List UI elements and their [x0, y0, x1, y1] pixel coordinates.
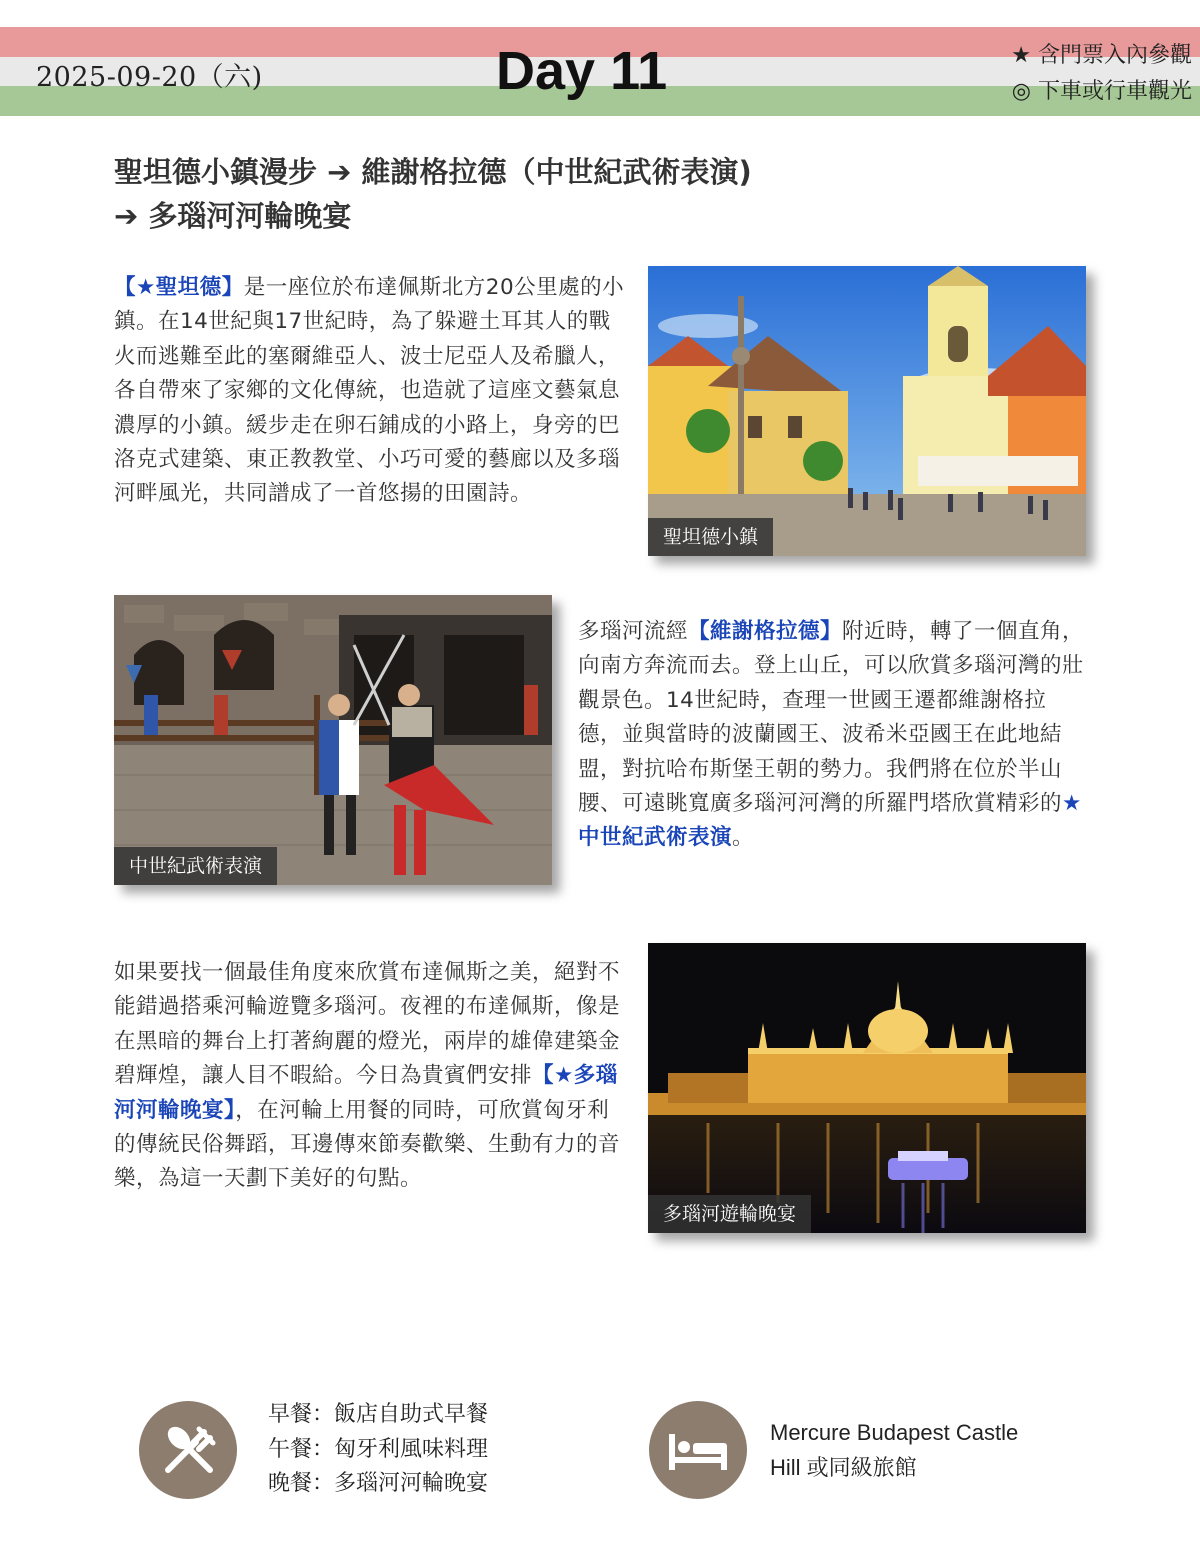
szentendre-description	[114, 271, 626, 512]
cruise-text-before: 如果要找一個最佳角度來欣賞布達佩斯之美，絕對不能錯過搭乘河輪遊覽多瑙河。夜裡的布達佩斯，像是在黑暗的舞台上打著絢麗的燈光，兩岸的雄偉建築金碧輝煌，讓人目不暇給。今日為貴賓們安排	[114, 960, 621, 1089]
itinerary-date: 2025-09-20（六)	[36, 62, 263, 93]
meal-breakfast: 早餐：飯店自助式早餐	[268, 1402, 489, 1427]
meal-dinner: 晚餐：多瑙河河輪晚宴	[268, 1471, 489, 1496]
cruise-text-after: ，在河輪上用餐的同時，可欣賞匈牙利的傳統民俗舞蹈，耳邊傳來節奏歡樂、生動有力的音樂，為這一天劃下美好的句點。	[114, 1097, 621, 1192]
medieval-show-caption: 中世紀武術表演	[114, 847, 277, 885]
legend-included: ★ 含門票入內參觀	[1011, 43, 1192, 68]
szentendre-caption: 聖坦德小鎮	[648, 518, 773, 556]
visegrad-text-before: 多瑙河流經	[578, 619, 689, 644]
szentendre-photo	[648, 266, 1086, 556]
route-line-1: 聖坦德小鎮漫步 ➔ 維謝格拉德（中世紀武術表演)	[114, 155, 752, 189]
legend	[1011, 38, 1192, 110]
meal-list	[268, 1398, 488, 1502]
medieval-show-highlight: ★中世紀武術表演	[578, 791, 1082, 851]
meal-lunch: 午餐：匈牙利風味料理	[268, 1436, 489, 1462]
medieval-show-illustration	[114, 595, 552, 885]
route-line-2: ➔ 多瑙河河輪晚宴	[114, 199, 352, 233]
utensils-icon	[139, 1401, 237, 1499]
hotel-name-line1: Mercure Budapest Castle	[770, 1420, 1019, 1445]
cruise-highlight: 【★多瑙河河輪晚宴】	[114, 1063, 618, 1123]
danube-night-illustration	[648, 943, 1086, 1233]
day-route-heading	[114, 150, 1114, 238]
danube-cruise-caption: 多瑙河遊輪晚宴	[648, 1195, 811, 1233]
hotel-info	[770, 1416, 1018, 1485]
visegrad-text-after: 。	[732, 825, 755, 851]
szentendre-text: 是一座位於布達佩斯北方20公里處的小鎮。在14世紀與17世紀時，為了躲避土耳其人的戰火而逃難至此的塞爾維亞人、波士尼亞人及希臘人，各自帶來了家鄉的文化傳統，也造就了這座文藝氣息濃厚的小鎮。緩步走在卵石鋪成的小路上，身旁的巴洛克式建築、東正教教堂、小巧可愛的藝廊以及多瑙河畔風光，共同譜成了一首悠揚的田園詩。	[114, 275, 625, 507]
medieval-show-photo	[114, 595, 552, 885]
day-number: Day 11	[496, 41, 668, 101]
visegrad-highlight: 【維謝格拉德】	[688, 619, 843, 644]
hotel-name-line2: Hill 或同級旅館	[770, 1454, 917, 1480]
visegrad-description	[578, 615, 1090, 856]
visegrad-text-middle: 附近時，轉了一個直角，向南方奔流而去。登上山丘，可以欣賞多瑙河灣的壯觀景色。14世紀時，查理一世國王遷都維謝格拉德，並與當時的波蘭國王、波希米亞國王在此地結盟，對抗哈布斯堡王朝的勢力。我們將在位於半山腰、可遠眺寬廣多瑙河河灣的所羅門塔欣賞精彩的	[578, 619, 1085, 817]
legend-drive-by: ◎ 下車或行車觀光	[1011, 79, 1192, 104]
bed-icon	[649, 1401, 747, 1499]
szentendre-illustration	[648, 266, 1086, 556]
danube-cruise-description	[114, 956, 626, 1197]
szentendre-highlight: 【★聖坦德】	[114, 275, 244, 300]
danube-cruise-photo	[648, 943, 1086, 1233]
